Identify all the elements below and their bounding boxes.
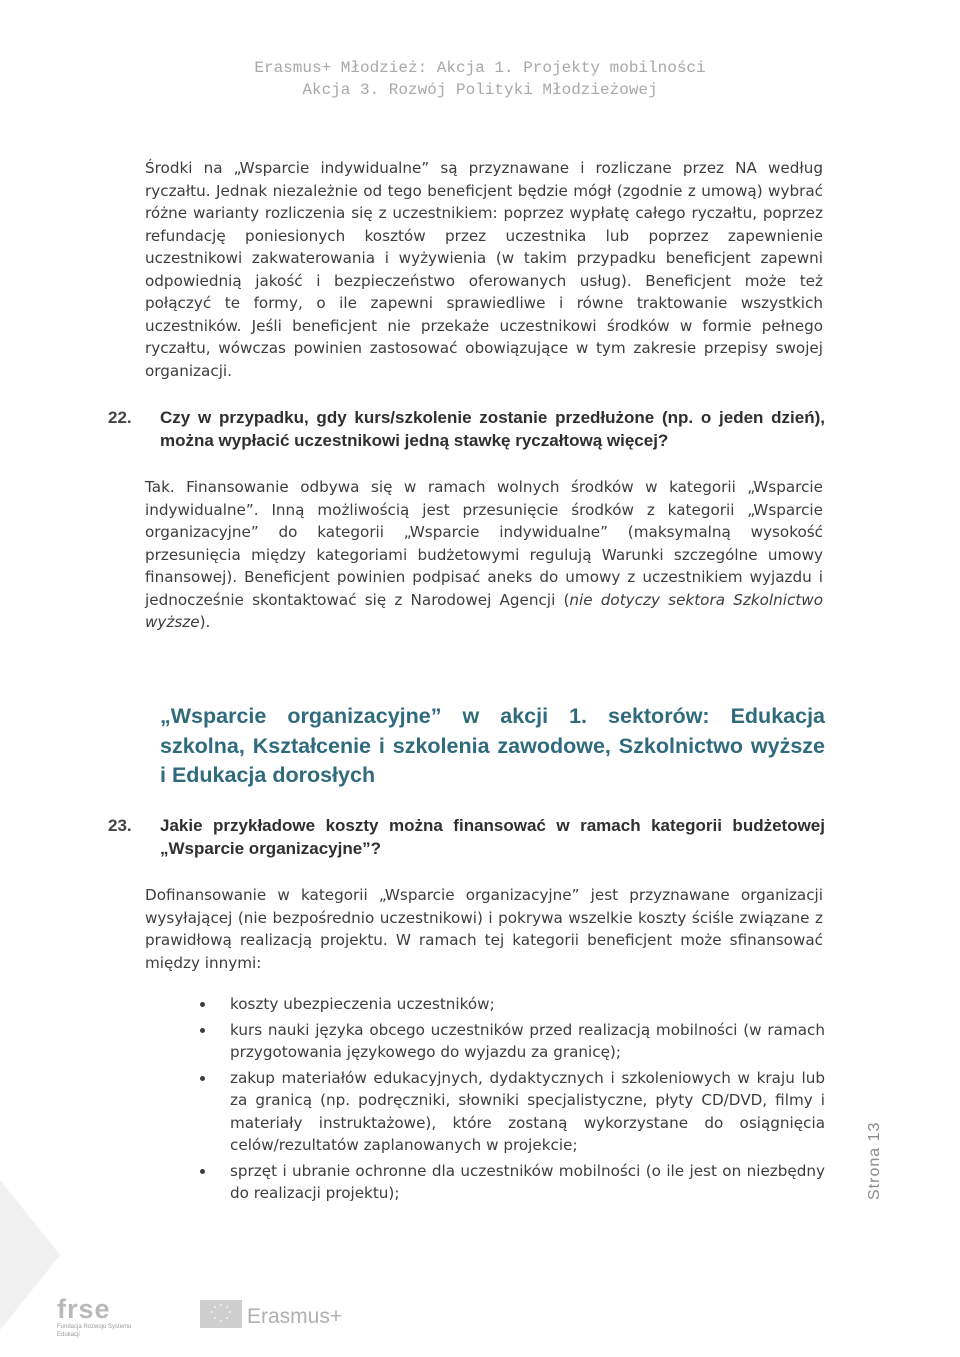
- frse-logo-subtitle: Fundacja Rozwoju Systemu Edukacji: [57, 1324, 132, 1338]
- header-line-2: Akcja 3. Rozwój Polityki Młodzieżowej: [302, 81, 658, 99]
- list-item: zakup materiałów edukacyjnych, dydaktycznych i szkoleniowych w kraju lub za granicą (np. podręczniki, słowniki specjalistyczne, płyty CD/DVD, filmy i materiały instruktażowe), które zostaną wykorzystane do osiągnięcia celów/rezultatów zaplanowanych w projekcie;: [200, 1067, 825, 1157]
- bullet-icon: [200, 1076, 205, 1081]
- eu-flag-icon: [200, 1300, 242, 1328]
- question-number: 23.: [108, 816, 132, 835]
- decorative-corner: [0, 1180, 60, 1330]
- section-heading: „Wsparcie organizacyjne” w akcji 1. sektorów: Edukacja szkolna, Kształcenie i szkolenia zawodowe, Szkolnictwo wyższe i Edukacja dorosłych: [160, 704, 825, 787]
- page-header: [0, 57, 960, 101]
- frse-logo: [57, 1294, 152, 1338]
- list-item: koszty ubezpieczenia uczestników;: [200, 993, 825, 1016]
- question-text: Czy w przypadku, gdy kurs/szkolenie zostanie przedłużone (np. o jeden dzień), można wypłacić uczestnikowi jedną stawkę ryczałtową więcej?: [160, 408, 825, 450]
- header-line-1: Erasmus+ Młodzież: Akcja 1. Projekty mobilności: [254, 59, 706, 77]
- paragraph-wsparcie-organizacyjne: Dofinansowanie w kategorii „Wsparcie organizacyjne” jest przyznawane organizacji wysyłającej (nie bezpośrednio uczestnikowi) i pokrywa wszelkie koszty ściśle związane z prawidłową realizacją projektu. W ramach tej kategorii beneficjent może sfinansować między innymi:: [145, 886, 823, 972]
- answer-italic-note: nie dotyczy sektora Szkolnictwo wyższe: [145, 590, 823, 631]
- bullet-icon: [200, 1028, 205, 1033]
- question-text: Jakie przykładowe koszty można finansować w ramach kategorii budżetowej „Wsparcie organizacyjne”?: [160, 816, 825, 858]
- question-number: 22.: [108, 408, 132, 427]
- answer-text: Tak. Finansowanie odbywa się w ramach wolnych środków w kategorii „Wsparcie indywidualne”. Inną możliwością jest przesunięcie środków z kategorii „Wsparcie organizacyjne” do kategorii „Wsparcie indywidualne” (maksymalną wysokość przesunięcia między kategoriami budżetowymi regulują Warunki szczególne umowy finansowej). Beneficjent powinien podpisać aneks do umowy z uczestnikiem wyjazdu i jednocześnie skontaktować się z Narodowej Agencji (: [145, 478, 823, 609]
- list-item: kurs nauki języka obcego uczestników przed realizacją mobilności (w ramach przygotowania językowego do wyjazdu za granicę);: [200, 1019, 825, 1064]
- cost-list: [200, 993, 825, 1208]
- erasmus-logo: Erasmus+: [247, 1305, 343, 1328]
- list-item: sprzęt i ubranie ochronne dla uczestników mobilności (o ile jest on niezbędny do realizacji projektu);: [200, 1160, 825, 1205]
- answer-end: ).: [199, 613, 211, 631]
- paragraph-ryczalt: Środki na „Wsparcie indywidualne” są przyznawane i rozliczane przez NA według ryczałtu. Jednak niezależnie od tego beneficjent będzie mógł (zgodnie z umową) wybrać różne warianty rozliczenia się z uczestnikiem: poprzez wypłatę całego ryczałtu, poprzez refundację poniesionych kosztów przez uczestnika lub poprzez zapewnienie uczestnikowi zakwaterowania i wyżywienia (w takim przypadku beneficjent zapewni odpowiednią jakość i bezpieczeństwo oferowanych usług). Beneficjent może też połączyć te formy, o ile zapewni sprawiedliwe i równe traktowanie wszystkich uczestników. Jeśli beneficjent nie przekaże uczestnikowi środków w formie pełnego ryczałtu, wówczas powinien zastosować obowiązujące w tym zakresie przepisy swojej organizacji.: [145, 159, 823, 380]
- page-number: Strona 13: [866, 1121, 883, 1200]
- frse-logo-text: frse: [57, 1294, 111, 1324]
- bullet-icon: [200, 1169, 205, 1174]
- bullet-icon: [200, 1002, 205, 1007]
- paragraph-answer-22: [145, 476, 823, 634]
